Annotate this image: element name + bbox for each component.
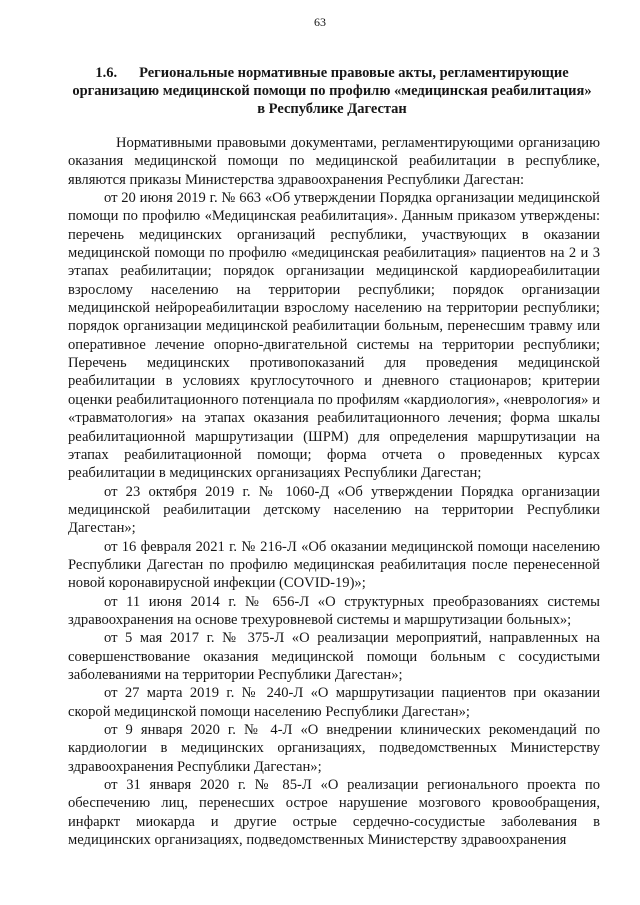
document-body [68, 134, 600, 849]
order-4-paragraph: от 9 января 2020 г. № 4-Л «О внедрении клинических рекомендаций по кардиологии в медицинских организациях, подведомственных Министерству здравоохранения Республики Дагестан»; [68, 722, 600, 775]
intro-paragraph: Нормативными правовыми документами, регламентирующими организацию оказания медицинской помощи по медицинской реабилитации в республике, являются приказы Министерства здравоохранения Республики Дагестан: [68, 135, 600, 188]
order-216-paragraph: от 16 февраля 2021 г. № 216-Л «Об оказании медицинской помощи населению Республики Дагестан по профилю медицинская реабилитация после перенесенной новой коронавирусной инфекции (COVID-19)»; [68, 538, 600, 592]
order-663-paragraph: от 20 июня 2019 г. № 663 «Об утверждении Порядка организации медицинской помощи по профилю «Медицинская реабилитация». Данным приказом утверждены: перечень медицинских организаций республики, участвующих в оказании медицинской помощи по профилю «медицинская реабилитация» пациентов на 2 и 3 этапах реабилитации; порядок организации медицинской кардиореабилитации взрослому населению на территории республики; порядок организации медицинской нейрореабилитации взрослому населению на территории республики; порядок организации медицинской реабилитации больным, перенесшим травму или оперативное лечение опорно-двигательной системы на территории республики; Перечень медицинских противопоказаний для проведения медицинской реабилитации в условиях круглосуточного и дневного стационаров; критерии оценки реабилитационного потенциала по профилям «кардиология», «неврология» и «травматология» на этапах оказания реабилитационного лечения; форма шкалы реабилитационной маршрутизации (ШРМ) для определения маршрутизации на этапах реабилитационной помощи; форма отчета о проведенных курсах реабилитации в медицинских организациях Республики Дагестан; [68, 190, 600, 482]
order-85-paragraph: от 31 января 2020 г. № 85-Л «О реализации регионального проекта по обеспечению лиц, перенесших острое нарушение мозгового кровообращения, инфаркт миокарда и другие острые сердечно-сосудистые заболевания в медицинских организациях, подведомственных Министерству здравоохранения [68, 777, 600, 849]
page-number: 63 [314, 15, 326, 29]
order-656-paragraph: от 11 июня 2014 г. № 656-Л «О структурных преобразованиях системы здравоохранения на основе трехуровневой системы и маршрутизации больных»; [68, 593, 600, 628]
section-heading [68, 64, 596, 118]
order-240-paragraph: от 27 марта 2019 г. № 240-Л «О маршрутизации пациентов при оказании скорой медицинской помощи населению Республики Дагестан»; [68, 685, 600, 720]
order-1060-paragraph: от 23 октября 2019 г. № 1060-Д «Об утверждении Порядка организации медицинской реабилитации детскому населению на территории Республики Дагестан»; [68, 483, 600, 537]
section-number: 1.6. [95, 65, 118, 81]
section-title: Региональные нормативные правовые акты, регламентирующие организацию медицинской помощи по профилю «медицинская реабилитация» в Республике Дагестан [72, 65, 592, 117]
order-375-paragraph: от 5 мая 2017 г. № 375-Л «О реализации мероприятий, направленных на совершенствование оказания медицинской помощи больным с сосудистыми заболеваниями на территории Республики Дагестан»; [68, 630, 600, 683]
